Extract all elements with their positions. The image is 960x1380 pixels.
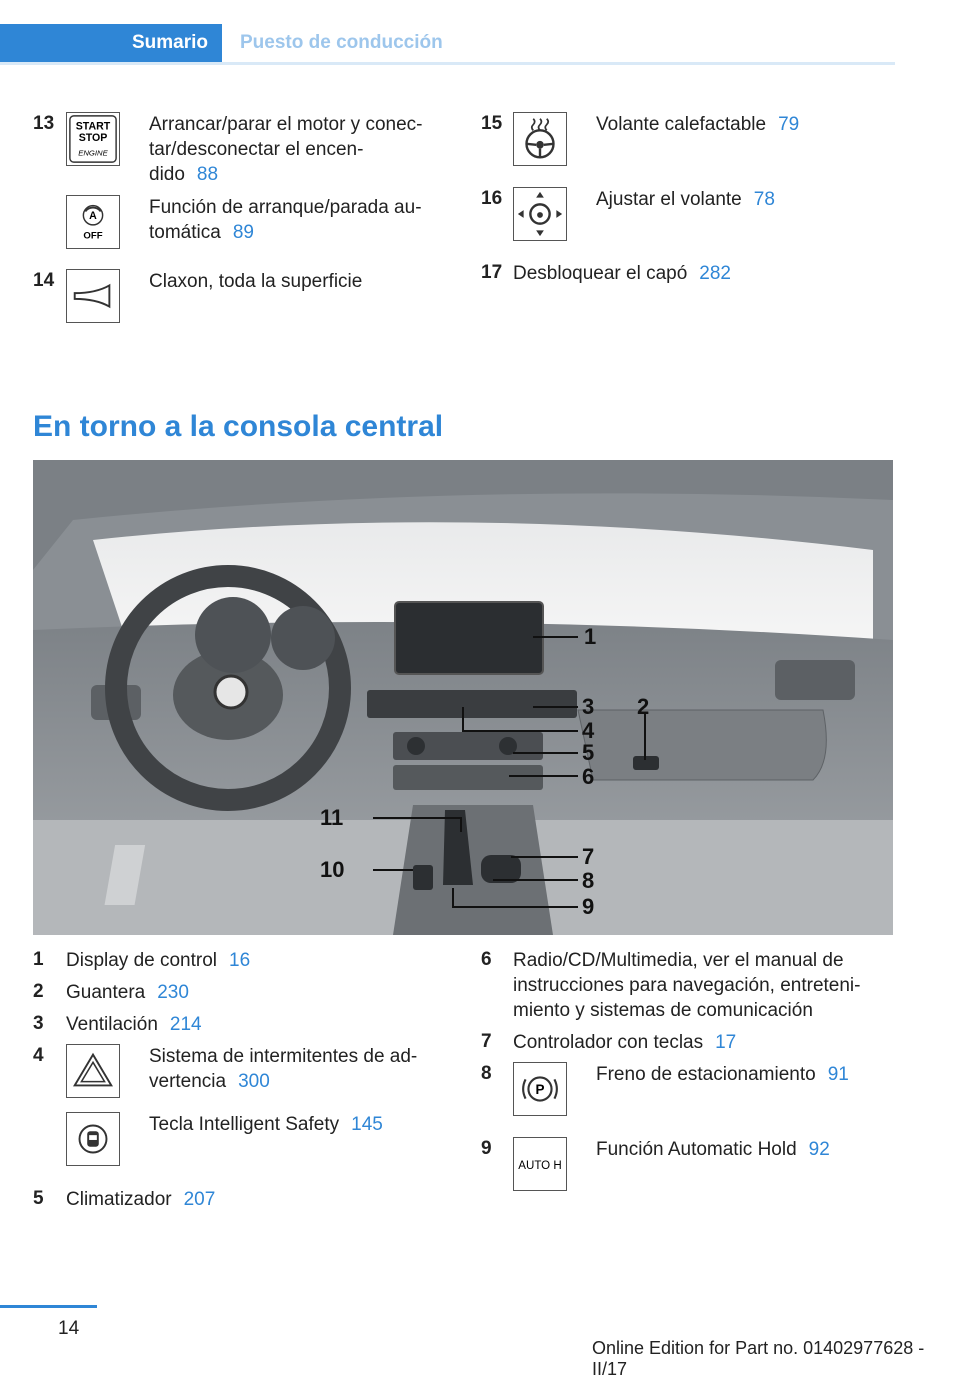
callout-label: 6	[582, 764, 595, 789]
horn-icon	[66, 269, 120, 323]
page-ref-link[interactable]: 89	[232, 222, 254, 243]
callout-label: 7	[582, 844, 595, 869]
entry-16-text: Ajustar el volante 78	[596, 189, 775, 210]
start-stop-engine-icon	[66, 112, 120, 166]
page-ref-link[interactable]: 230	[157, 982, 189, 1003]
page-ref-link[interactable]: 17	[715, 1032, 737, 1053]
entry-13-text: Arrancar/parar el motor y conec- tar/desconectar el encen- dido 88	[149, 114, 423, 185]
legend-item-5: Climatizador 207	[66, 1189, 216, 1210]
legend-number: 6	[481, 949, 492, 970]
entry-15-text: Volante calefactable 79	[596, 114, 800, 135]
callout-label: 2	[637, 694, 650, 719]
page-ref-link[interactable]: 78	[753, 189, 775, 210]
page-ref-link[interactable]: 88	[196, 164, 219, 185]
svg-text:A: A	[89, 210, 97, 223]
adjust-steering-wheel-icon	[513, 187, 567, 241]
svg-text:ENGINE: ENGINE	[78, 148, 108, 158]
svg-text:P: P	[535, 1081, 545, 1097]
callout-label: 3	[582, 694, 595, 719]
legend-item-9: Función Automatic Hold 92	[596, 1139, 830, 1160]
svg-text:START: START	[75, 120, 111, 133]
footer-rule	[0, 1305, 97, 1308]
entry-17-text: Desbloquear el capó 282	[513, 263, 731, 284]
callout-label: 5	[582, 740, 595, 765]
section-title: En torno a la consola central	[33, 410, 444, 443]
callout-label: 10	[320, 857, 345, 882]
hazard-warning-icon	[66, 1044, 120, 1098]
page-ref-link[interactable]: 92	[808, 1139, 830, 1160]
svg-text:STOP: STOP	[78, 131, 108, 144]
auto-hold-icon	[513, 1137, 567, 1191]
callout-label: 9	[582, 894, 595, 919]
entry-number: 16	[481, 188, 503, 209]
callout-label: 11	[320, 805, 344, 830]
tab-sumario[interactable]: Sumario	[0, 24, 222, 62]
auto-start-stop-off-icon	[66, 195, 120, 249]
page-ref-link[interactable]: 145	[351, 1114, 383, 1135]
legend-item-6: Radio/CD/Multimedia, ver el manual de instrucciones para navegación, entreteni- miento y sistemas de comunicación	[513, 950, 861, 1021]
entry-number: 13	[33, 113, 55, 134]
legend-number: 4	[33, 1045, 44, 1066]
legend-number: 7	[481, 1031, 492, 1052]
legend-item-1: Display de control 16	[66, 950, 251, 971]
legend-number: 8	[481, 1063, 492, 1084]
legend-item-3: Ventilación 214	[66, 1014, 202, 1035]
page-ref-link[interactable]: 79	[778, 114, 800, 135]
page-ref-link[interactable]: 282	[699, 263, 731, 284]
heated-steering-wheel-icon	[513, 112, 567, 166]
tab-puesto-de-conduccion[interactable]: Puesto de conducción	[240, 32, 443, 53]
page-ref-link[interactable]: 91	[827, 1064, 849, 1085]
parking-brake-icon	[513, 1062, 567, 1116]
page-ref-link[interactable]: 207	[183, 1189, 216, 1210]
callout-label: 8	[582, 868, 595, 893]
page-ref-link[interactable]: 16	[229, 950, 251, 971]
entry-13b-text: Función de arranque/parada au- tomática 89	[149, 197, 422, 243]
entry-number: 15	[481, 113, 503, 134]
entry-number: 14	[33, 270, 55, 291]
page-ref-link[interactable]: 214	[169, 1014, 202, 1035]
page-ref-link[interactable]: 300	[238, 1071, 270, 1092]
legend-number: 1	[33, 949, 44, 970]
legend-number: 2	[33, 981, 44, 1002]
legend-item-4b: Tecla Intelligent Safety 145	[149, 1114, 383, 1135]
legend-item-2: Guantera 230	[66, 982, 189, 1003]
entry-number: 17	[481, 262, 503, 283]
callout-label: 4	[582, 718, 595, 743]
entry-14-text: Claxon, toda la superficie	[149, 271, 363, 292]
callout-label: 1	[584, 624, 597, 649]
legend-item-8: Freno de estacionamiento 91	[596, 1064, 849, 1085]
legend-number: 9	[481, 1138, 492, 1159]
footer-edition: Online Edition for Part no. 01402977628 - II/17	[592, 1338, 925, 1379]
dashboard-photo	[33, 460, 893, 935]
svg-text:AUTO H: AUTO H	[518, 1159, 562, 1172]
legend-item-4: Sistema de intermitentes de ad- vertencia 300	[149, 1046, 418, 1092]
legend-item-7: Controlador con teclas 17	[513, 1032, 737, 1053]
page-number: 14	[58, 1318, 80, 1339]
legend-number: 5	[33, 1188, 44, 1209]
legend-number: 3	[33, 1013, 44, 1034]
intelligent-safety-icon	[66, 1112, 120, 1166]
svg-text:OFF: OFF	[83, 230, 103, 242]
